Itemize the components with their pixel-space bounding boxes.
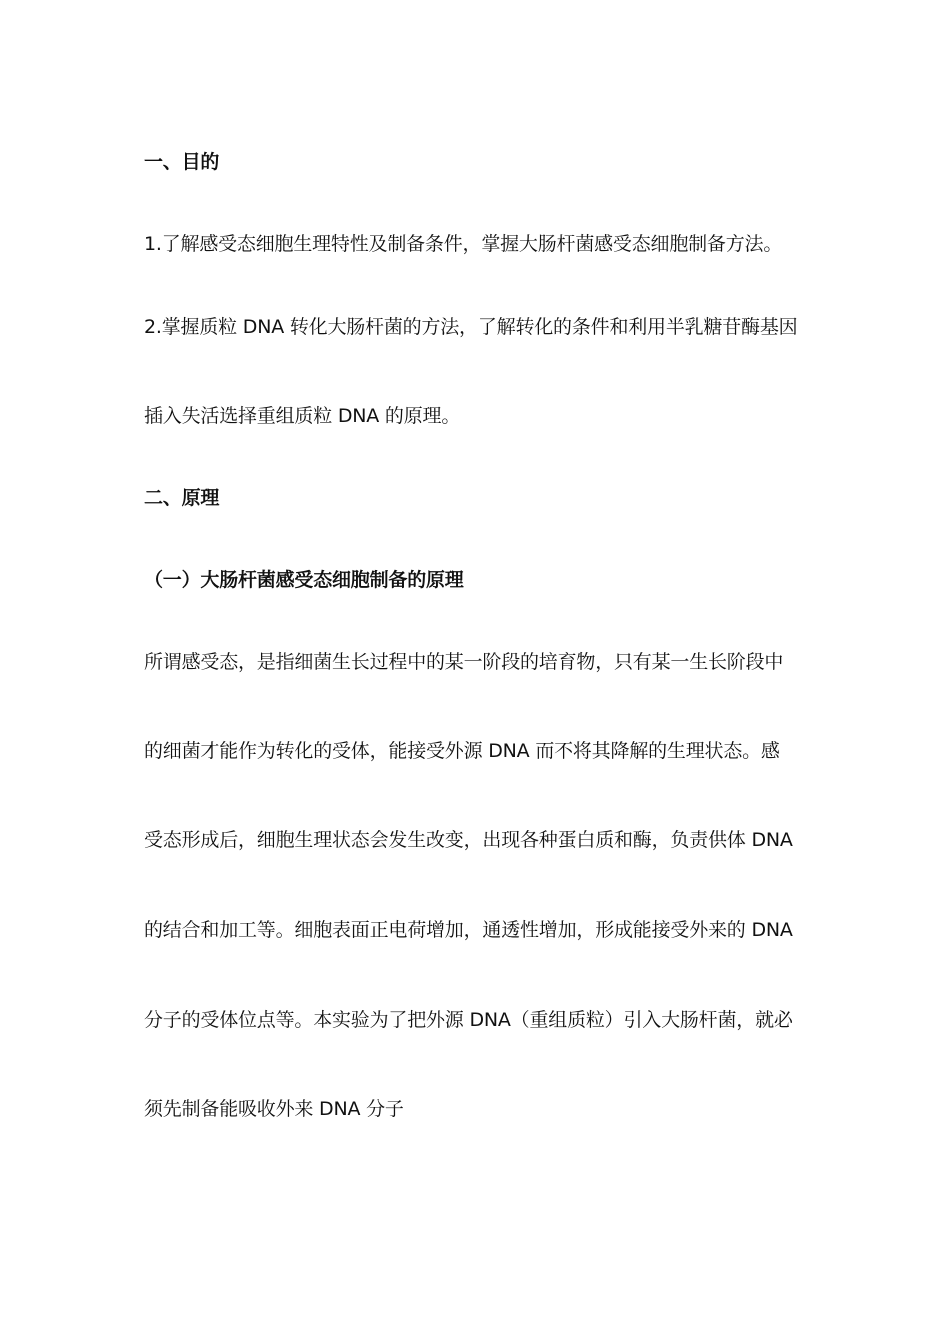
section-heading-purpose: 一、目的 [144,151,220,173]
purpose-line-1: 1.了解感受态细胞生理特性及制备条件，掌握大肠杆菌感受态细胞制备方法。 [144,233,783,255]
principle-line-3: 受态形成后，细胞生理状态会发生改变，出现各种蛋白质和酶，负责供体 DNA [144,829,793,851]
subsection-heading-competent-cells: （一）大肠杆菌感受态细胞制备的原理 [144,569,464,591]
principle-line-2: 的细菌才能作为转化的受体，能接受外源 DNA 而不将其降解的生理状态。感 [144,740,780,762]
purpose-line-3: 插入失活选择重组质粒 DNA 的原理。 [144,405,461,427]
principle-line-4: 的结合和加工等。细胞表面正电荷增加，通透性增加，形成能接受外来的 DNA [144,919,793,941]
section-heading-principle: 二、原理 [144,487,220,509]
principle-line-5: 分子的受体位点等。本实验为了把外源 DNA（重组质粒）引入大肠杆菌，就必 [144,1009,793,1031]
principle-line-1: 所谓感受态，是指细菌生长过程中的某一阶段的培育物，只有某一生长阶段中 [144,651,784,673]
principle-line-6: 须先制备能吸收外来 DNA 分子 [144,1098,404,1120]
purpose-line-2: 2.掌握质粒 DNA 转化大肠杆菌的方法，了解转化的条件和利用半乳糖苷酶基因 [144,316,798,338]
